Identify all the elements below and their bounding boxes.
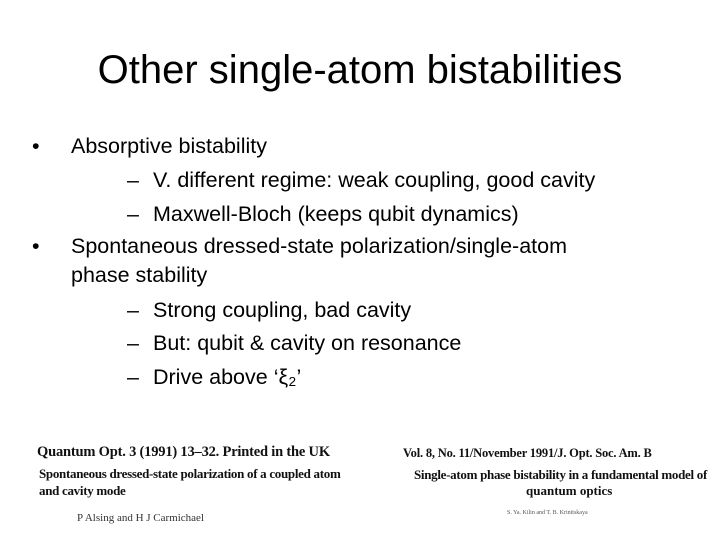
bullet-spontaneous-dressed-state-line1: Spontaneous dressed-state polarization/single-atom (71, 234, 567, 258)
bullet-spontaneous-dressed-state-line2: phase stability (71, 263, 208, 287)
dash-icon: – (127, 298, 139, 322)
dash-icon: – (127, 168, 139, 192)
dash-icon: – (127, 365, 139, 389)
reference-right-title-line2: quantum optics (526, 483, 613, 498)
sub-bullet-maxwell-bloch: Maxwell-Bloch (keeps qubit dynamics) (153, 202, 519, 226)
slide-title: Other single-atom bistabilities (97, 48, 623, 92)
reference-left-authors: P Alsing and H J Carmichael (77, 512, 204, 524)
sub-bullet-different-regime: V. different regime: weak coupling, good cavity (153, 168, 596, 192)
reference-right-title-line1: Single-atom phase bistability in a fundamental model of (414, 467, 708, 482)
bullet-icon: • (32, 134, 40, 158)
dash-icon: – (127, 331, 139, 355)
sub-bullet-drive-above-xi2: Drive above ‘ξ₂’ (153, 365, 302, 389)
reference-right-authors: S. Ya. Kilin and T. B. Krinitskaya (507, 510, 588, 516)
sub-bullet-strong-coupling: Strong coupling, bad cavity (153, 298, 412, 322)
bullet-absorptive-bistability: Absorptive bistability (71, 134, 267, 158)
reference-left-title-line1: Spontaneous dressed-state polarization of a coupled atom (39, 466, 341, 481)
reference-left-title-line2: and cavity mode (39, 483, 126, 498)
reference-right-header: Vol. 8, No. 11/November 1991/J. Opt. Soc. Am. B (403, 446, 652, 460)
reference-left-header: Quantum Opt. 3 (1991) 13–32. Printed in the UK (37, 444, 330, 460)
dash-icon: – (127, 202, 139, 226)
bullet-icon: • (32, 234, 40, 258)
sub-bullet-on-resonance: But: qubit & cavity on resonance (153, 331, 462, 355)
